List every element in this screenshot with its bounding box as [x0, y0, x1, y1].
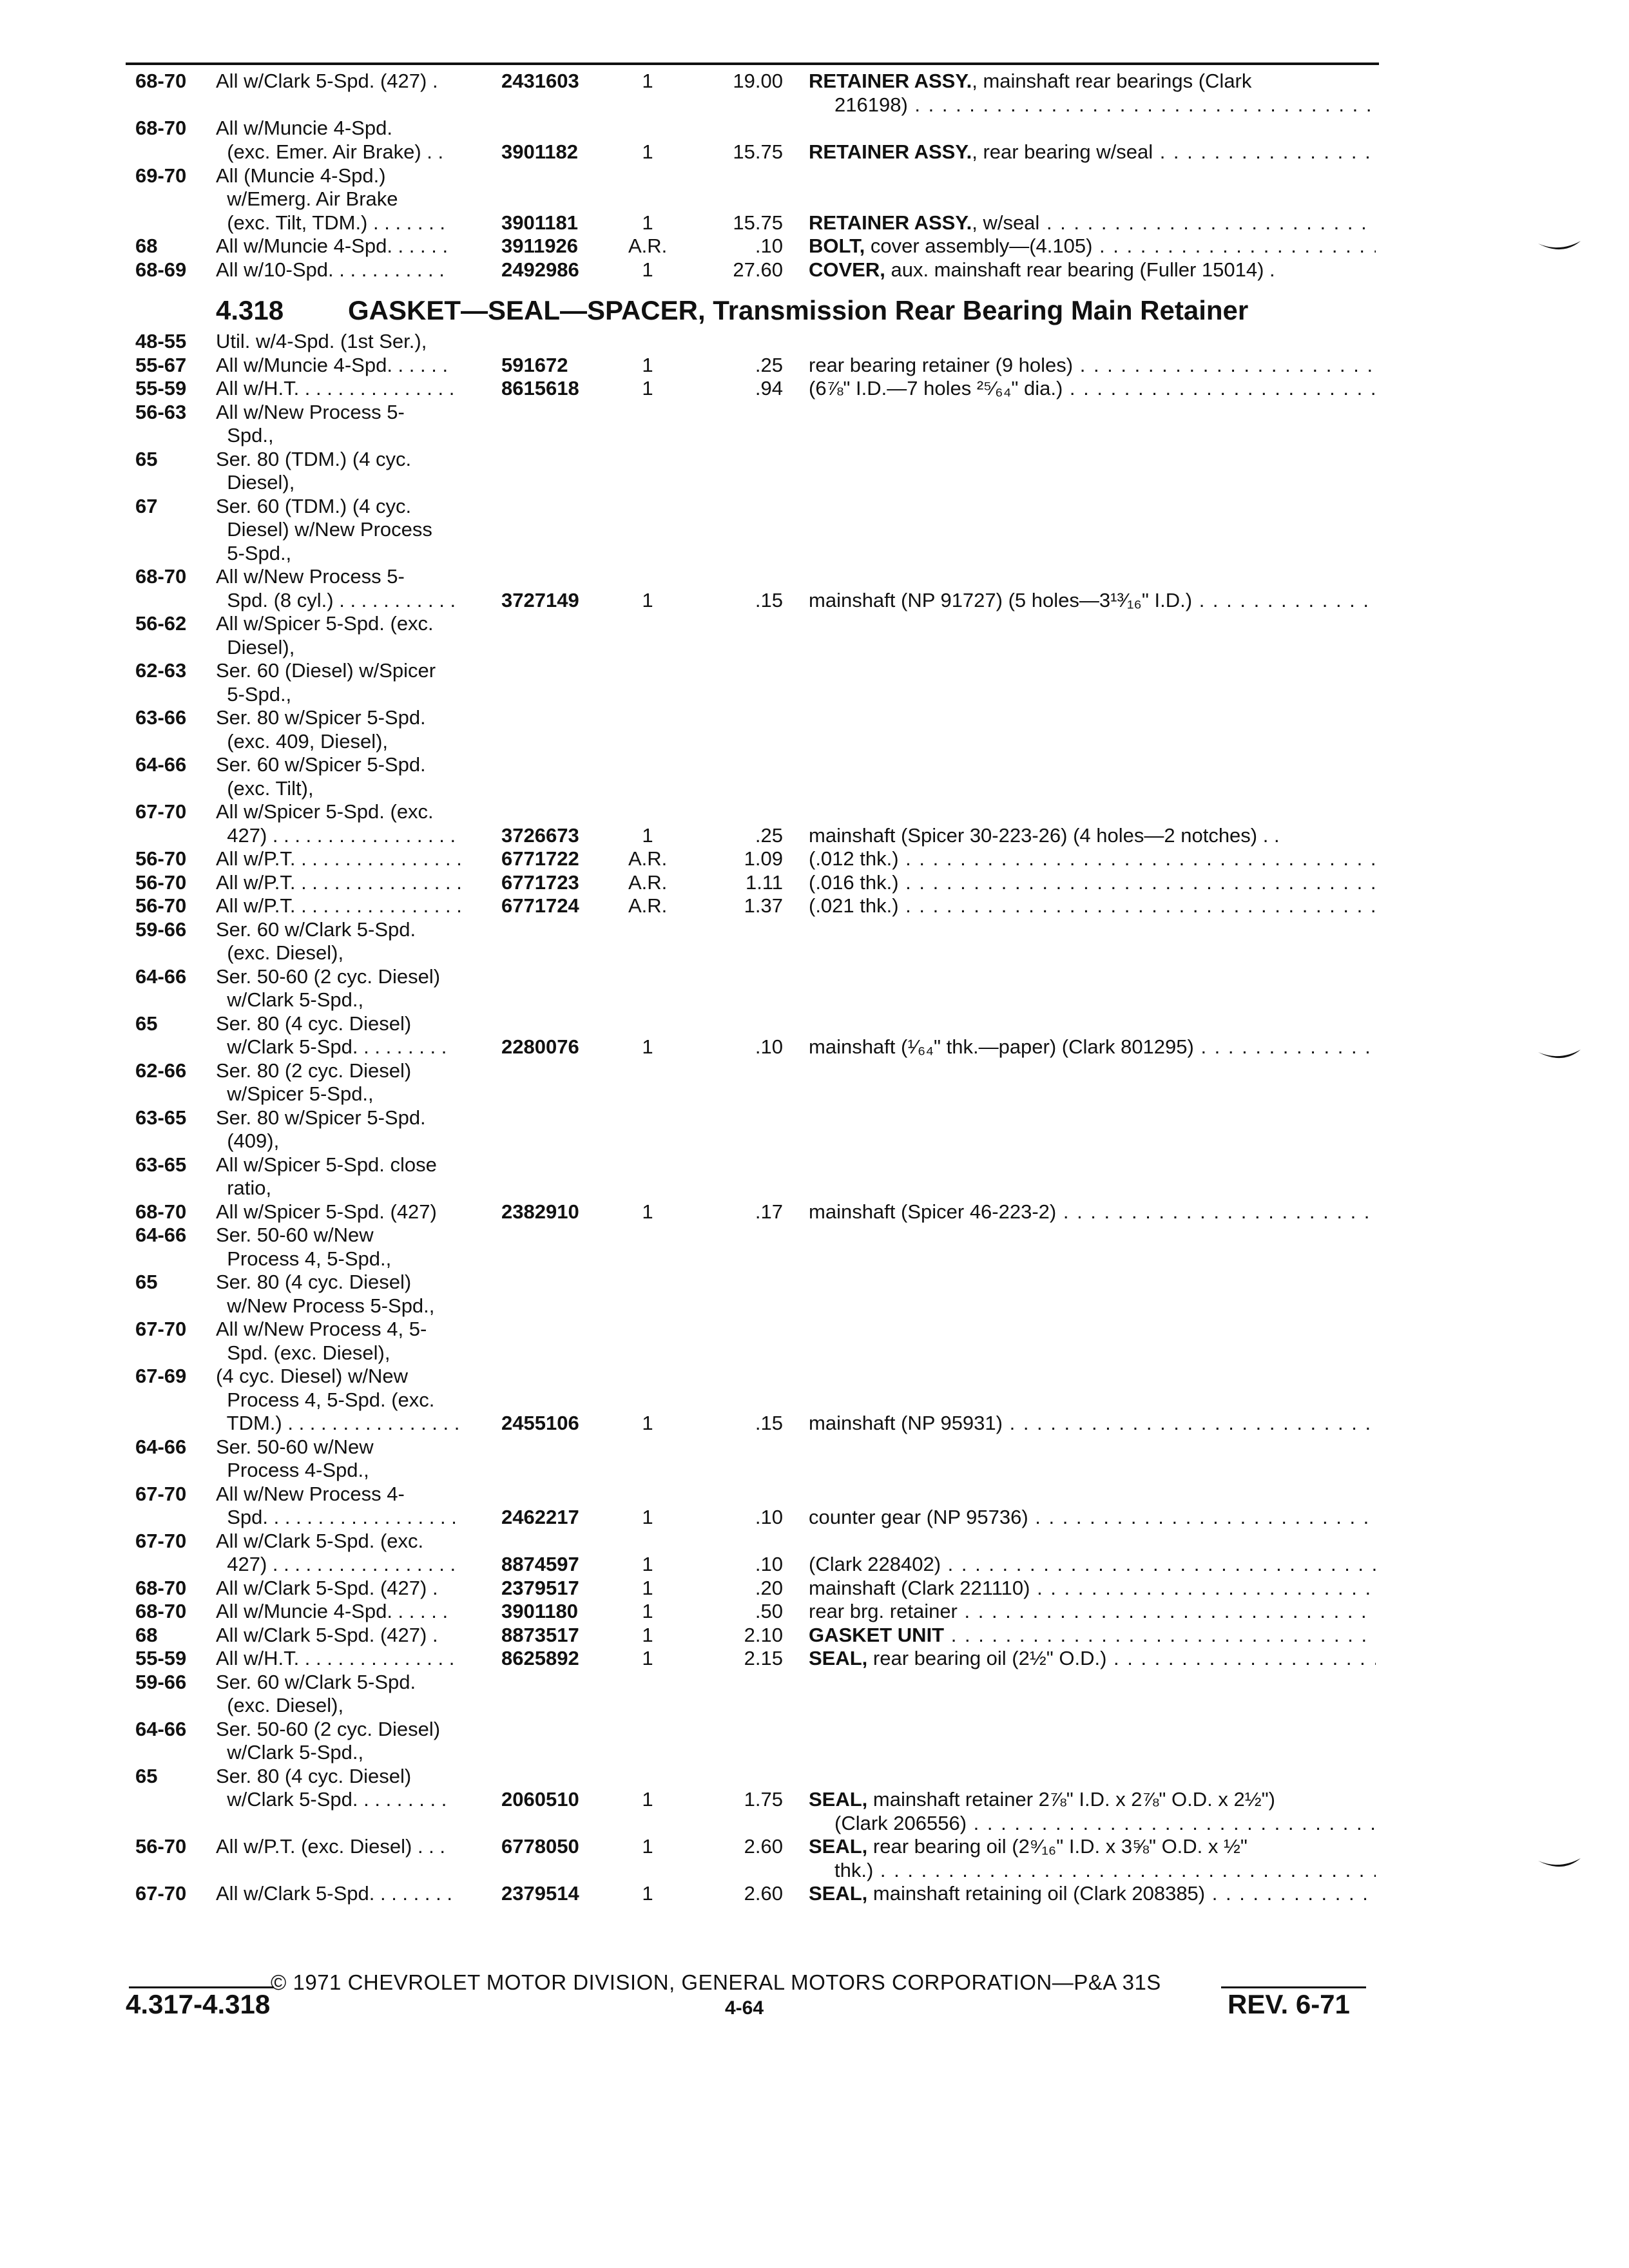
description-text: mainshaft (Spicer 46-223-2): [809, 1200, 1057, 1223]
description: [809, 1600, 1376, 1623]
model-year: 56-63: [135, 401, 187, 423]
part-number: 8873517: [501, 1624, 579, 1646]
description: [809, 589, 1376, 612]
part-number: 6771722: [501, 847, 579, 870]
description-text: rear bearing oil (2½" O.D.): [867, 1647, 1107, 1669]
application: All w/New Process 5-: [216, 565, 405, 588]
description-text: (6⅞" I.D.—7 holes ²⁵⁄₆₄" dia.): [809, 377, 1063, 399]
part-number: 2379514: [501, 1882, 579, 1905]
model-year: 56-70: [135, 871, 187, 894]
quantity: A.R.: [628, 235, 668, 257]
application: Ser. 50-60 (2 cyc. Diesel): [216, 1718, 441, 1740]
application: Process 4, 5-Spd.,: [216, 1247, 392, 1270]
description: [809, 1882, 1376, 1905]
model-year: 55-67: [135, 354, 187, 376]
model-year: 67: [135, 495, 158, 517]
application: All w/Clark 5-Spd. (427) .: [216, 70, 438, 92]
section-number: 4.318: [216, 295, 284, 325]
part-number: 3911926: [501, 235, 578, 257]
description-text: mainshaft (NP 95931): [809, 1412, 1003, 1434]
description-keyword: SEAL,: [809, 1788, 868, 1811]
price: 2.60: [744, 1882, 783, 1905]
application: All w/Spicer 5-Spd. (exc.: [216, 800, 434, 823]
quantity: 1: [642, 1412, 653, 1434]
application: Spd.,: [216, 424, 274, 447]
footer-section-range: 4.317-4.318: [126, 1989, 271, 2019]
description: [809, 847, 1376, 870]
application: All w/Muncie 4-Spd. . . . . .: [216, 354, 448, 376]
application: 427) . . . . . . . . . . . . . . . . .: [216, 1553, 456, 1575]
application: 427) . . . . . . . . . . . . . . . . .: [216, 824, 456, 847]
application: TDM.) . . . . . . . . . . . . . . . .: [216, 1412, 460, 1434]
description: [809, 894, 1376, 918]
model-year: 64-66: [135, 1436, 187, 1458]
description-text: mainshaft (Clark 221110): [809, 1577, 1030, 1599]
application: All (Muncie 4-Spd.): [216, 164, 386, 187]
price: 15.75: [733, 140, 783, 163]
application: (exc. Diesel),: [216, 941, 344, 964]
price: .20: [755, 1577, 783, 1599]
application: w/Clark 5-Spd. . . . . . . . .: [216, 1035, 447, 1058]
description-text: mainshaft (¹⁄₆₄" thk.—paper) (Clark 801295): [809, 1035, 1194, 1058]
quantity: 1: [642, 70, 653, 92]
quantity: 1: [642, 1882, 653, 1905]
description-text: (.016 thk.): [809, 871, 899, 894]
application: Spd. (exc. Diesel),: [216, 1341, 390, 1364]
description: [809, 140, 1376, 164]
application: Ser. 80 w/Spicer 5-Spd.: [216, 706, 426, 729]
application: Process 4, 5-Spd. (exc.: [216, 1389, 435, 1411]
model-year: 67-70: [135, 1882, 187, 1905]
description-keyword: RETAINER ASSY.: [809, 70, 972, 92]
description: [809, 871, 1376, 894]
application: All w/Clark 5-Spd. (427) .: [216, 1577, 438, 1599]
application: Diesel),: [216, 636, 295, 658]
application: All w/H.T. . . . . . . . . . . . . . .: [216, 377, 455, 399]
description-keyword: GASKET UNIT: [809, 1624, 945, 1646]
application: (409),: [216, 1129, 280, 1152]
section-title: GASKET—SEAL—SPACER, Transmission Rear Bearing Main Retainer: [348, 295, 1249, 325]
part-number: 3901180: [501, 1600, 578, 1622]
application: w/New Process 5-Spd.,: [216, 1294, 435, 1317]
description-text: cover assembly—(4.105): [865, 235, 1093, 257]
quantity: 1: [642, 1035, 653, 1058]
description: [809, 70, 1376, 93]
price: .94: [755, 377, 783, 399]
application: w/Emerg. Air Brake: [216, 187, 398, 210]
part-number: 591672: [501, 354, 568, 376]
description-text: rear brg. retainer: [809, 1600, 958, 1622]
application: All w/Clark 5-Spd. (exc.: [216, 1530, 424, 1552]
application: Ser. 80 w/Spicer 5-Spd.: [216, 1106, 426, 1129]
description: [809, 1788, 1376, 1811]
model-year: 59-66: [135, 1671, 187, 1693]
price: .10: [755, 1553, 783, 1575]
description-text: mainshaft retaining oil (Clark 208385): [867, 1882, 1206, 1905]
description-keyword: SEAL,: [809, 1882, 868, 1905]
price: .15: [755, 589, 783, 611]
model-year: 67-70: [135, 1530, 187, 1552]
description-keyword: BOLT,: [809, 235, 865, 257]
part-number: 3727149: [501, 589, 579, 611]
application: All w/Spicer 5-Spd. close: [216, 1153, 437, 1176]
model-year: 68: [135, 1624, 158, 1646]
application: All w/P.T. (exc. Diesel) . . .: [216, 1835, 446, 1858]
price: 1.09: [744, 847, 783, 870]
description: [809, 377, 1376, 400]
part-number: 6778050: [501, 1835, 579, 1858]
model-year: 56-62: [135, 612, 187, 635]
model-year: 56-70: [135, 1835, 187, 1858]
price: .25: [755, 824, 783, 847]
application: w/Clark 5-Spd. . . . . . . . .: [216, 1788, 447, 1811]
application: All w/P.T. . . . . . . . . . . . . . . .: [216, 871, 462, 894]
description-keyword: SEAL,: [809, 1835, 868, 1858]
description: [809, 1200, 1376, 1224]
quantity: 1: [642, 824, 653, 847]
description: [809, 1506, 1376, 1529]
quantity: A.R.: [628, 847, 668, 870]
application: Ser. 80 (4 cyc. Diesel): [216, 1765, 412, 1787]
description-keyword: RETAINER ASSY.: [809, 140, 972, 163]
application: (exc. Emer. Air Brake) . .: [216, 140, 444, 163]
model-year: 68-70: [135, 1200, 187, 1223]
description-keyword: RETAINER ASSY.: [809, 211, 972, 234]
footer-page-number: 4-64: [725, 1997, 764, 2019]
footer-revision: REV. 6-71: [1228, 1989, 1350, 2019]
application: All w/H.T. . . . . . . . . . . . . . .: [216, 1647, 455, 1669]
binding-mark-icon: [1537, 238, 1582, 258]
description-text: rear bearing retainer (9 holes): [809, 354, 1074, 376]
price: .17: [755, 1200, 783, 1223]
application: 5-Spd.,: [216, 542, 292, 564]
part-number: 6771724: [501, 894, 579, 917]
description-keyword: SEAL,: [809, 1647, 868, 1669]
description: [809, 1412, 1376, 1435]
part-number: 2431603: [501, 70, 579, 92]
description-text: , mainshaft rear bearings (Clark: [972, 70, 1252, 92]
part-number: 3901181: [501, 211, 578, 234]
description-text: thk.): [834, 1859, 874, 1881]
part-number: 2060510: [501, 1788, 579, 1811]
application: w/Clark 5-Spd.,: [216, 988, 364, 1011]
description: [809, 1812, 1376, 1835]
description: [809, 1835, 1376, 1858]
model-year: 48-55: [135, 330, 187, 352]
model-year: 64-66: [135, 965, 187, 988]
application: ratio,: [216, 1177, 272, 1199]
price: 27.60: [733, 258, 783, 281]
model-year: 63-65: [135, 1153, 187, 1176]
description-text: counter gear (NP 95736): [809, 1506, 1028, 1528]
price: 19.00: [733, 70, 783, 92]
model-year: 68-69: [135, 258, 187, 281]
application: All w/Muncie 4-Spd. . . . . .: [216, 1600, 448, 1622]
top-rule: [126, 62, 1379, 65]
description: [809, 1859, 1376, 1882]
description-text: (Clark 206556): [834, 1812, 967, 1834]
description-text: , rear bearing w/seal: [972, 140, 1153, 163]
application: All w/Clark 5-Spd. . . . . . . .: [216, 1882, 452, 1905]
part-number: 2455106: [501, 1412, 579, 1434]
description: [809, 235, 1376, 258]
application: Ser. 50-60 w/New: [216, 1224, 374, 1246]
quantity: 1: [642, 1577, 653, 1599]
description-text: (Clark 228402): [809, 1553, 941, 1575]
model-year: 64-66: [135, 753, 187, 776]
application: Ser. 60 w/Clark 5-Spd.: [216, 1671, 416, 1693]
application: Diesel) w/New Process: [216, 518, 432, 541]
application: Ser. 80 (2 cyc. Diesel): [216, 1059, 412, 1082]
quantity: 1: [642, 1600, 653, 1622]
quantity: 1: [642, 1553, 653, 1575]
description-text: 216198): [834, 93, 908, 116]
application: w/Spicer 5-Spd.,: [216, 1082, 374, 1105]
quantity: A.R.: [628, 871, 668, 894]
application: Ser. 80 (4 cyc. Diesel): [216, 1271, 412, 1293]
application: All w/Muncie 4-Spd.: [216, 117, 392, 139]
part-number: 6771723: [501, 871, 579, 894]
price: 1.37: [744, 894, 783, 917]
model-year: 67-70: [135, 800, 187, 823]
price: 1.11: [745, 871, 783, 894]
application: All w/Spicer 5-Spd. (427): [216, 1200, 437, 1223]
description: [809, 1647, 1376, 1670]
price: .50: [755, 1600, 783, 1622]
model-year: 63-66: [135, 706, 187, 729]
application: Spd. (8 cyl.) . . . . . . . . . . .: [216, 589, 456, 611]
application: Ser. 80 (TDM.) (4 cyc.: [216, 448, 412, 470]
model-year: 55-59: [135, 1647, 187, 1669]
part-number: 8874597: [501, 1553, 579, 1575]
model-year: 68-70: [135, 1577, 187, 1599]
part-number: 8615618: [501, 377, 579, 399]
model-year: 56-70: [135, 894, 187, 917]
part-number: 8625892: [501, 1647, 579, 1669]
quantity: 1: [642, 1506, 653, 1528]
description: [809, 1553, 1376, 1576]
model-year: 67-70: [135, 1318, 187, 1340]
model-year: 56-70: [135, 847, 187, 870]
application: Ser. 50-60 (2 cyc. Diesel): [216, 965, 441, 988]
application: All w/New Process 5-: [216, 401, 405, 423]
footer-rule-left: [129, 1986, 274, 1988]
price: 2.15: [744, 1647, 783, 1669]
model-year: 62-66: [135, 1059, 187, 1082]
price: 15.75: [733, 211, 783, 234]
price: 1.75: [744, 1788, 783, 1811]
application: All w/New Process 4-: [216, 1483, 405, 1505]
model-year: 65: [135, 1271, 158, 1293]
quantity: 1: [642, 1647, 653, 1669]
model-year: 68-70: [135, 70, 187, 92]
part-number: 3726673: [501, 824, 579, 847]
part-number: 2379517: [501, 1577, 579, 1599]
application: All w/P.T. . . . . . . . . . . . . . . .: [216, 894, 462, 917]
description: [809, 354, 1376, 377]
footer-copyright: © 1971 CHEVROLET MOTOR DIVISION, GENERAL MOTORS CORPORATION—P&A 31S: [271, 1970, 1161, 1994]
application: Ser. 60 w/Spicer 5-Spd.: [216, 753, 426, 776]
price: .25: [755, 354, 783, 376]
application: (exc. Tilt, TDM.) . . . . . . .: [216, 211, 445, 234]
part-number: 2280076: [501, 1035, 579, 1058]
model-year: 68-70: [135, 565, 187, 588]
application: (exc. Tilt),: [216, 777, 314, 800]
quantity: 1: [642, 140, 653, 163]
application: (exc. 409, Diesel),: [216, 730, 389, 753]
model-year: 67-70: [135, 1483, 187, 1505]
model-year: 65: [135, 1012, 158, 1035]
footer-rule-right: [1221, 1986, 1366, 1988]
model-year: 55-59: [135, 377, 187, 399]
application: Ser. 60 (Diesel) w/Spicer: [216, 659, 436, 682]
part-number: 2382910: [501, 1200, 579, 1223]
model-year: 67-69: [135, 1365, 187, 1387]
part-number: 2492986: [501, 258, 579, 281]
application: All w/P.T. . . . . . . . . . . . . . . .: [216, 847, 462, 870]
application: All w/New Process 4, 5-: [216, 1318, 427, 1340]
quantity: 1: [642, 1200, 653, 1223]
application: All w/Spicer 5-Spd. (exc.: [216, 612, 434, 635]
section-heading: [216, 295, 1402, 326]
application: w/Clark 5-Spd.,: [216, 1741, 364, 1763]
model-year: 59-66: [135, 918, 187, 941]
quantity: 1: [642, 354, 653, 376]
quantity: 1: [642, 377, 653, 399]
application: Ser. 80 (4 cyc. Diesel): [216, 1012, 412, 1035]
model-year: 68-70: [135, 117, 187, 139]
quantity: 1: [642, 258, 653, 281]
price: .10: [755, 1035, 783, 1058]
description: [809, 824, 1376, 847]
description-text: aux. mainshaft rear bearing (Fuller 15014) .: [885, 258, 1275, 281]
application: (exc. Diesel),: [216, 1694, 344, 1716]
description-keyword: COVER,: [809, 258, 885, 281]
quantity: 1: [642, 589, 653, 611]
model-year: 68: [135, 235, 158, 257]
model-year: 68-70: [135, 1600, 187, 1622]
part-number: 3901182: [501, 140, 578, 163]
model-year: 65: [135, 1765, 158, 1787]
description-text: rear bearing oil (2⁹⁄₁₆" I.D. x 3⅝" O.D. x ½": [867, 1835, 1248, 1858]
application: Spd. . . . . . . . . . . . . . . . . .: [216, 1506, 457, 1528]
price: 2.60: [744, 1835, 783, 1858]
binding-mark-icon: [1537, 1047, 1582, 1066]
description-text: mainshaft (Spicer 30-223-26) (4 holes—2 notches) . .: [809, 824, 1280, 847]
part-number: 2462217: [501, 1506, 579, 1528]
model-year: 64-66: [135, 1718, 187, 1740]
binding-mark-icon: [1537, 1856, 1582, 1875]
application: (4 cyc. Diesel) w/New: [216, 1365, 408, 1387]
quantity: 1: [642, 1624, 653, 1646]
model-year: 65: [135, 448, 158, 470]
quantity: 1: [642, 1835, 653, 1858]
description-text: (.021 thk.): [809, 894, 899, 917]
description: [809, 258, 1376, 282]
description: [809, 1035, 1376, 1059]
description: [809, 211, 1376, 235]
application: Diesel),: [216, 471, 295, 494]
description-text: (.012 thk.): [809, 847, 899, 870]
application: 5-Spd.,: [216, 683, 292, 706]
description: [809, 1577, 1376, 1600]
application: Ser. 60 (TDM.) (4 cyc.: [216, 495, 412, 517]
application: Process 4-Spd.,: [216, 1459, 369, 1481]
model-year: 63-65: [135, 1106, 187, 1129]
description-text: mainshaft (NP 91727) (5 holes—3¹³⁄₁₆" I.D.): [809, 589, 1193, 611]
description-text: mainshaft retainer 2⅞" I.D. x 2⅞" O.D. x 2½"): [867, 1788, 1275, 1811]
quantity: 1: [642, 1788, 653, 1811]
description: [809, 93, 1376, 117]
quantity: 1: [642, 211, 653, 234]
price: .10: [755, 1506, 783, 1528]
description: [809, 1624, 1376, 1647]
price: .15: [755, 1412, 783, 1434]
application: All w/10-Spd. . . . . . . . . . .: [216, 258, 445, 281]
price: .10: [755, 235, 783, 257]
model-year: 62-63: [135, 659, 187, 682]
application: All w/Muncie 4-Spd. . . . . .: [216, 235, 448, 257]
price: 2.10: [744, 1624, 783, 1646]
model-year: 69-70: [135, 164, 187, 187]
application: Ser. 50-60 w/New: [216, 1436, 374, 1458]
application: Util. w/4-Spd. (1st Ser.),: [216, 330, 427, 352]
application: Ser. 60 w/Clark 5-Spd.: [216, 918, 416, 941]
description-text: , w/seal: [972, 211, 1040, 234]
application: All w/Clark 5-Spd. (427) .: [216, 1624, 438, 1646]
model-year: 64-66: [135, 1224, 187, 1246]
quantity: A.R.: [628, 894, 668, 917]
